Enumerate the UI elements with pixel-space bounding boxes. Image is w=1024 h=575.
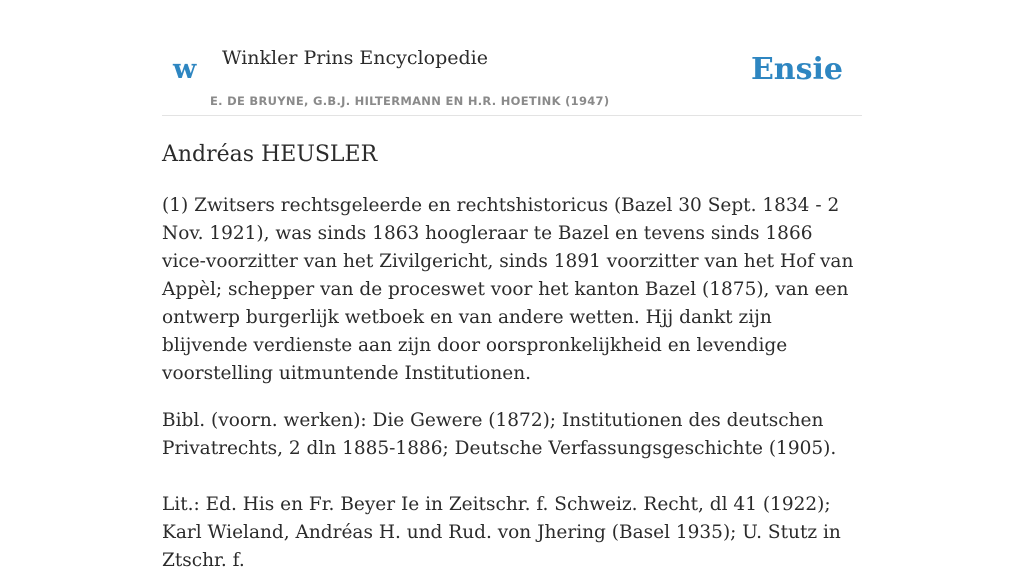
source-title[interactable]: Winkler Prins Encyclopedie [222, 47, 488, 69]
article-paragraph-literature: Lit.: Ed. His en Fr. Beyer Ie in Zeitschr. f. Schweiz. Recht, dl 41 (1922); Karl Wieland, Andréas H. und Rud. von Jhering (Basel 1935); U. Stutz in Ztschr. f. [162, 494, 841, 571]
brand-logo[interactable]: Ensie [750, 52, 843, 87]
source-header [162, 0, 862, 116]
article-page [162, 0, 862, 575]
article-paragraph-bibliography: Bibl. (voorn. werken): Die Gewere (1872); Institutionen des deutschen Privatrechts, 2 dln 1885-1886; Deutsche Verfassungsgeschichte (1905). [162, 410, 837, 459]
article-paragraph-definition: (1) Zwitsers rechtsgeleerde en rechtshistoricus (Bazel 30 Sept. 1834 - 2 Nov. 1921), was sinds 1863 hoogleraar te Bazel en tevens sinds 1866 vice-voorzitter van het Zivilgericht, sinds 1891 voorzitter van het Hof van Appèl; schepper van de proceswet voor het kanton Bazel (1875), van een ontwerp burgerlijk wetboek en van andere wetten. Hjj dankt zijn blijvende verdienste aan zijn door oorspronkelijkheid en levendige voorstelling uitmuntende Institutionen. [162, 195, 854, 384]
article-headword: Andréas HEUSLER [162, 142, 378, 167]
source-authors: E. DE BRUYNE, G.B.J. HILTERMANN EN H.R. HOETINK (1947) [210, 94, 610, 108]
source-logo[interactable]: w [173, 54, 197, 85]
